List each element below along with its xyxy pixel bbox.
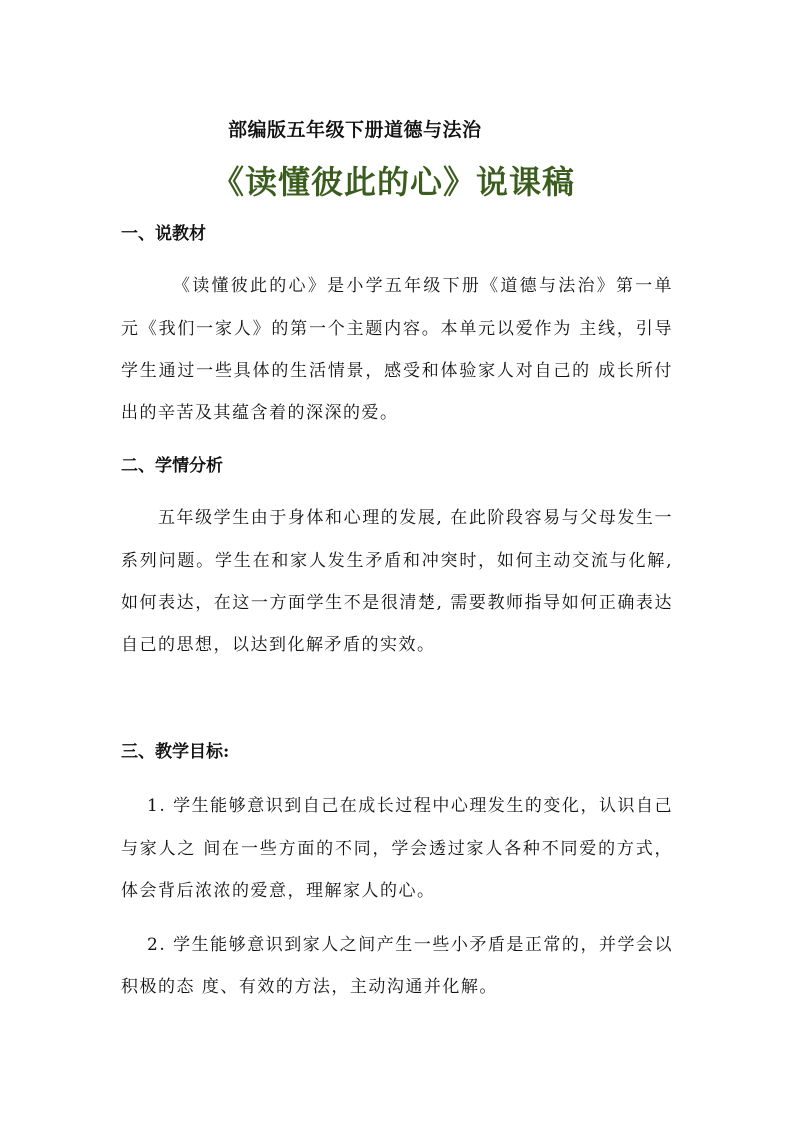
paragraph-line: 学生通过一些具体的生活情景，感受和体验家人对自己的 成长所付: [121, 361, 673, 381]
paragraph-line: 体会背后浓浓的爱意，理解家人的心。: [121, 881, 436, 901]
section-heading: 三、教学目标:: [121, 742, 230, 762]
section-heading: 二、学情分析: [121, 456, 223, 476]
paragraph-line: 出的辛苦及其蕴含着的深深的爱。: [121, 403, 399, 423]
document-title: 《读懂彼此的心》说课稿: [212, 163, 576, 201]
paragraph-line: 元《我们一家人》的第一个主题内容。本单元以爱作为 主线，引导: [121, 319, 673, 339]
paragraph-line: 系列问题。学生在和家人发生矛盾和冲突时，如何主动交流与化解,: [121, 551, 673, 571]
paragraph-line: 与家人之 间在一些方面的不同，学会透过家人各种不同爱的方式，: [121, 839, 673, 859]
paragraph-line: 积极的态 度、有效的方法，主动沟通并化解。: [121, 977, 498, 997]
paragraph-line: 2. 学生能够意识到家人之间产生一些小矛盾是正常的，并学会以: [147, 935, 673, 955]
document-subtitle: 部编版五年级下册道德与法治: [228, 119, 482, 141]
section-heading: 一、说教材: [121, 224, 206, 244]
paragraph-line: 1. 学生能够意识到自己在成长过程中心理发生的变化，认识自己: [147, 796, 673, 816]
paragraph-line: 如何表达，在这一方面学生不是很清楚, 需要教师指导如何正确表达: [121, 593, 673, 613]
paragraph-line: 五年级学生由于身体和心理的发展, 在此阶段容易与父母发生一: [158, 508, 673, 528]
paragraph-line: 自己的思想，以达到化解矛盾的实效。: [121, 635, 436, 655]
paragraph-line: 《读懂彼此的心》是小学五年级下册《道德与法治》第一单: [173, 276, 673, 296]
